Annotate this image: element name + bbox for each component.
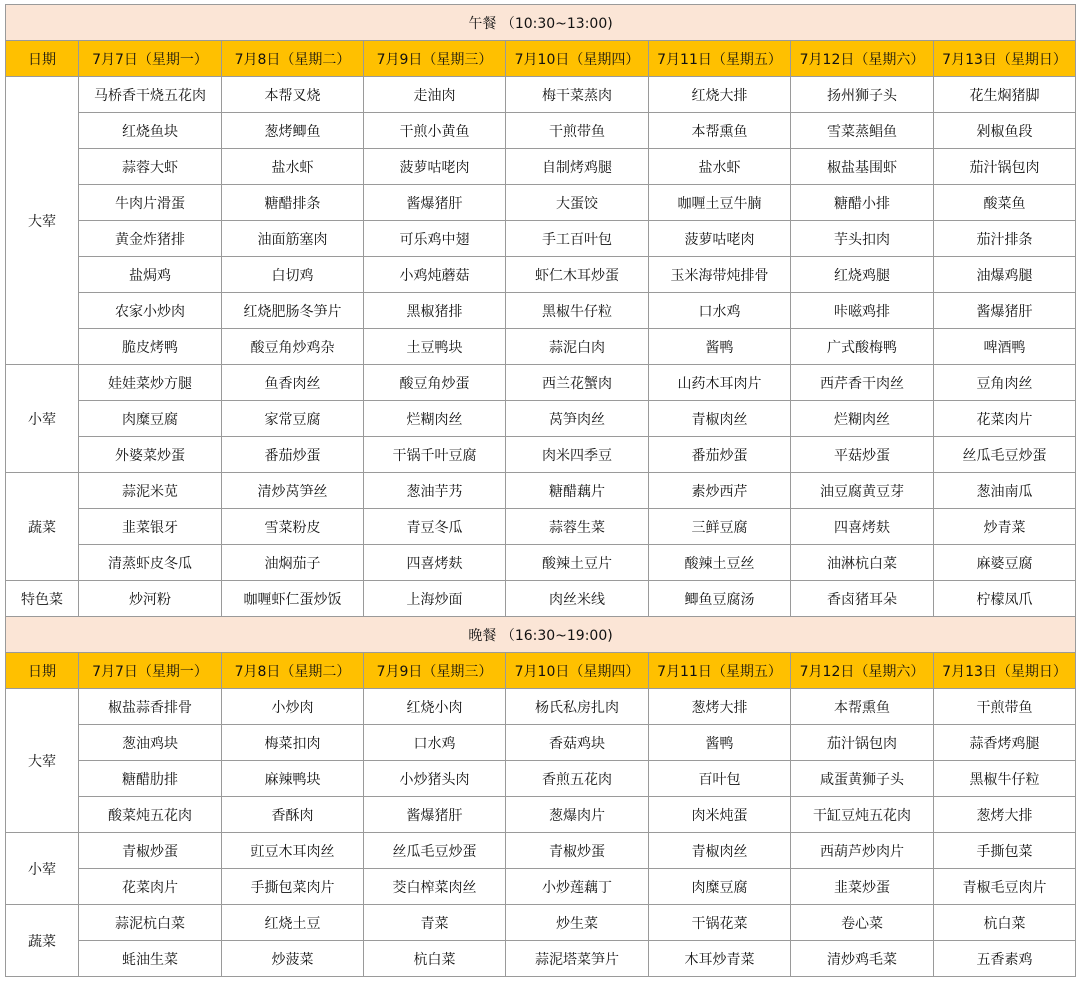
dish-cell: 山药木耳肉片 bbox=[649, 365, 791, 401]
dish-cell: 本帮熏鱼 bbox=[649, 113, 791, 149]
dish-cell: 杨氏私房扎肉 bbox=[506, 689, 649, 725]
dish-cell: 西芹香干肉丝 bbox=[791, 365, 934, 401]
dish-cell: 豆角肉丝 bbox=[934, 365, 1076, 401]
lunch-title: 午餐 （10:30~13:00) bbox=[6, 5, 1076, 41]
dish-cell: 炒河粉 bbox=[79, 581, 222, 617]
dish-cell: 酸豆角炒蛋 bbox=[364, 365, 506, 401]
table-row bbox=[6, 329, 1076, 365]
dish-cell: 香煎五花肉 bbox=[506, 761, 649, 797]
table-row bbox=[6, 401, 1076, 437]
dish-cell: 卷心菜 bbox=[791, 905, 934, 941]
dish-cell: 酸辣土豆片 bbox=[506, 545, 649, 581]
dish-cell: 红烧大排 bbox=[649, 77, 791, 113]
dish-cell: 番茄炒蛋 bbox=[222, 437, 364, 473]
dish-cell: 葱烤大排 bbox=[649, 689, 791, 725]
dish-cell: 小炒肉 bbox=[222, 689, 364, 725]
dish-cell: 小炒猪头肉 bbox=[364, 761, 506, 797]
date-header-cell: 7月7日（星期一） bbox=[79, 41, 222, 77]
dish-cell: 干锅千叶豆腐 bbox=[364, 437, 506, 473]
dish-cell: 青椒炒蛋 bbox=[506, 833, 649, 869]
dish-cell: 葱油鸡块 bbox=[79, 725, 222, 761]
dish-cell: 三鲜豆腐 bbox=[649, 509, 791, 545]
dish-cell: 木耳炒青菜 bbox=[649, 941, 791, 977]
table-row bbox=[6, 797, 1076, 833]
dish-cell: 走油肉 bbox=[364, 77, 506, 113]
category-cell: 小荤 bbox=[6, 365, 79, 473]
dish-cell: 咖喱土豆牛腩 bbox=[649, 185, 791, 221]
dish-cell: 本帮叉烧 bbox=[222, 77, 364, 113]
dish-cell: 可乐鸡中翅 bbox=[364, 221, 506, 257]
dish-cell: 糖醋小排 bbox=[791, 185, 934, 221]
table-row bbox=[6, 725, 1076, 761]
dish-cell: 酱鸭 bbox=[649, 725, 791, 761]
dish-cell: 玉米海带炖排骨 bbox=[649, 257, 791, 293]
date-header-cell: 7月12日（星期六） bbox=[791, 41, 934, 77]
dinner-section-row bbox=[6, 617, 1076, 653]
dish-cell: 炒青菜 bbox=[934, 509, 1076, 545]
dish-cell: 黑椒猪排 bbox=[364, 293, 506, 329]
dish-cell: 红烧小肉 bbox=[364, 689, 506, 725]
dish-cell: 雪菜蒸鲳鱼 bbox=[791, 113, 934, 149]
dish-cell: 肉米炖蛋 bbox=[649, 797, 791, 833]
dish-cell: 花菜肉片 bbox=[934, 401, 1076, 437]
date-label-cell: 日期 bbox=[6, 41, 79, 77]
dish-cell: 娃娃菜炒方腿 bbox=[79, 365, 222, 401]
dish-cell: 蒜蓉生菜 bbox=[506, 509, 649, 545]
dish-cell: 梅菜扣肉 bbox=[222, 725, 364, 761]
dish-cell: 酸辣土豆丝 bbox=[649, 545, 791, 581]
date-header-cell: 7月8日（星期二） bbox=[222, 41, 364, 77]
table-row bbox=[6, 545, 1076, 581]
dish-cell: 糖醋排条 bbox=[222, 185, 364, 221]
dish-cell: 茄汁锅包肉 bbox=[791, 725, 934, 761]
table-row bbox=[6, 869, 1076, 905]
dish-cell: 外婆菜炒蛋 bbox=[79, 437, 222, 473]
date-header-cell: 7月7日（星期一） bbox=[79, 653, 222, 689]
date-header-cell: 7月10日（星期四） bbox=[506, 41, 649, 77]
dish-cell: 盐水虾 bbox=[222, 149, 364, 185]
date-label-cell: 日期 bbox=[6, 653, 79, 689]
dish-cell: 西兰花蟹肉 bbox=[506, 365, 649, 401]
dish-cell: 青椒毛豆肉片 bbox=[934, 869, 1076, 905]
dish-cell: 肉糜豆腐 bbox=[79, 401, 222, 437]
lunch-date-header-row bbox=[6, 41, 1076, 77]
dish-cell: 油面筋塞肉 bbox=[222, 221, 364, 257]
dish-cell: 酱鸭 bbox=[649, 329, 791, 365]
dish-cell: 白切鸡 bbox=[222, 257, 364, 293]
dish-cell: 本帮熏鱼 bbox=[791, 689, 934, 725]
dish-cell: 咔嗞鸡排 bbox=[791, 293, 934, 329]
table-row bbox=[6, 221, 1076, 257]
dish-cell: 香卤猪耳朵 bbox=[791, 581, 934, 617]
dish-cell: 椒盐蒜香排骨 bbox=[79, 689, 222, 725]
table-row bbox=[6, 257, 1076, 293]
table-row bbox=[6, 185, 1076, 221]
dish-cell: 麻婆豆腐 bbox=[934, 545, 1076, 581]
dish-cell: 干煎带鱼 bbox=[506, 113, 649, 149]
dish-cell: 油豆腐黄豆芽 bbox=[791, 473, 934, 509]
dish-cell: 油爆鸡腿 bbox=[934, 257, 1076, 293]
dish-cell: 百叶包 bbox=[649, 761, 791, 797]
dish-cell: 干锅花菜 bbox=[649, 905, 791, 941]
category-cell: 蔬菜 bbox=[6, 473, 79, 581]
dish-cell: 青椒肉丝 bbox=[649, 401, 791, 437]
dish-cell: 糖醋藕片 bbox=[506, 473, 649, 509]
table-row bbox=[6, 437, 1076, 473]
date-header-cell: 7月9日（星期三） bbox=[364, 41, 506, 77]
table-row bbox=[6, 149, 1076, 185]
category-cell: 蔬菜 bbox=[6, 905, 79, 977]
dish-cell: 杭白菜 bbox=[934, 905, 1076, 941]
dish-cell: 花生焖猪脚 bbox=[934, 77, 1076, 113]
table-row bbox=[6, 509, 1076, 545]
dish-cell: 酱爆猪肝 bbox=[934, 293, 1076, 329]
dish-cell: 牛肉片滑蛋 bbox=[79, 185, 222, 221]
dish-cell: 蒜香烤鸡腿 bbox=[934, 725, 1076, 761]
dinner-date-header-row bbox=[6, 653, 1076, 689]
dish-cell: 椒盐基围虾 bbox=[791, 149, 934, 185]
dish-cell: 菠萝咕咾肉 bbox=[364, 149, 506, 185]
dish-cell: 平菇炒蛋 bbox=[791, 437, 934, 473]
dish-cell: 素炒西芹 bbox=[649, 473, 791, 509]
dish-cell: 韭菜炒蛋 bbox=[791, 869, 934, 905]
dish-cell: 葱爆肉片 bbox=[506, 797, 649, 833]
dish-cell: 鱼香肉丝 bbox=[222, 365, 364, 401]
dish-cell: 韭菜银牙 bbox=[79, 509, 222, 545]
category-cell: 特色菜 bbox=[6, 581, 79, 617]
dish-cell: 丝瓜毛豆炒蛋 bbox=[934, 437, 1076, 473]
category-cell: 大荤 bbox=[6, 77, 79, 365]
dish-cell: 蒜泥白肉 bbox=[506, 329, 649, 365]
dish-cell: 花菜肉片 bbox=[79, 869, 222, 905]
dish-cell: 小鸡炖蘑菇 bbox=[364, 257, 506, 293]
dish-cell: 口水鸡 bbox=[364, 725, 506, 761]
dish-cell: 黄金炸猪排 bbox=[79, 221, 222, 257]
dish-cell: 雪菜粉皮 bbox=[222, 509, 364, 545]
date-header-cell: 7月9日（星期三） bbox=[364, 653, 506, 689]
dish-cell: 葱烤鲫鱼 bbox=[222, 113, 364, 149]
dish-cell: 清炒莴笋丝 bbox=[222, 473, 364, 509]
dish-cell: 蒜泥杭白菜 bbox=[79, 905, 222, 941]
dish-cell: 四喜烤麸 bbox=[791, 509, 934, 545]
dish-cell: 麻辣鸭块 bbox=[222, 761, 364, 797]
dish-cell: 小炒莲藕丁 bbox=[506, 869, 649, 905]
dish-cell: 烂糊肉丝 bbox=[791, 401, 934, 437]
dish-cell: 清蒸虾皮冬瓜 bbox=[79, 545, 222, 581]
dish-cell: 葱油南瓜 bbox=[934, 473, 1076, 509]
dish-cell: 油焖茄子 bbox=[222, 545, 364, 581]
dish-cell: 莴笋肉丝 bbox=[506, 401, 649, 437]
dish-cell: 青椒肉丝 bbox=[649, 833, 791, 869]
dish-cell: 黑椒牛仔粒 bbox=[506, 293, 649, 329]
dish-cell: 红烧肥肠冬笋片 bbox=[222, 293, 364, 329]
dish-cell: 番茄炒蛋 bbox=[649, 437, 791, 473]
table-row bbox=[6, 689, 1076, 725]
dish-cell: 酱爆猪肝 bbox=[364, 185, 506, 221]
dish-cell: 青菜 bbox=[364, 905, 506, 941]
category-cell: 小荤 bbox=[6, 833, 79, 905]
dish-cell: 烂糊肉丝 bbox=[364, 401, 506, 437]
dish-cell: 盐水虾 bbox=[649, 149, 791, 185]
dish-cell: 茄汁锅包肉 bbox=[934, 149, 1076, 185]
table-row bbox=[6, 941, 1076, 977]
date-header-cell: 7月11日（星期五） bbox=[649, 653, 791, 689]
dish-cell: 炒生菜 bbox=[506, 905, 649, 941]
dish-cell: 手撕包菜肉片 bbox=[222, 869, 364, 905]
dish-cell: 红烧鸡腿 bbox=[791, 257, 934, 293]
dish-cell: 西葫芦炒肉片 bbox=[791, 833, 934, 869]
dish-cell: 青豆冬瓜 bbox=[364, 509, 506, 545]
dish-cell: 上海炒面 bbox=[364, 581, 506, 617]
dish-cell: 肉糜豆腐 bbox=[649, 869, 791, 905]
table-row bbox=[6, 113, 1076, 149]
dish-cell: 马桥香干烧五花肉 bbox=[79, 77, 222, 113]
dish-cell: 干煎带鱼 bbox=[934, 689, 1076, 725]
dish-cell: 干缸豆炖五花肉 bbox=[791, 797, 934, 833]
dish-cell: 葱烤大排 bbox=[934, 797, 1076, 833]
dish-cell: 虾仁木耳炒蛋 bbox=[506, 257, 649, 293]
dish-cell: 糖醋肋排 bbox=[79, 761, 222, 797]
dish-cell: 酸豆角炒鸡杂 bbox=[222, 329, 364, 365]
dish-cell: 咖喱虾仁蛋炒饭 bbox=[222, 581, 364, 617]
dish-cell: 青椒炒蛋 bbox=[79, 833, 222, 869]
category-cell: 大荤 bbox=[6, 689, 79, 833]
dish-cell: 杭白菜 bbox=[364, 941, 506, 977]
dish-cell: 五香素鸡 bbox=[934, 941, 1076, 977]
dish-cell: 自制烤鸡腿 bbox=[506, 149, 649, 185]
dish-cell: 咸蛋黄狮子头 bbox=[791, 761, 934, 797]
dish-cell: 蒜泥塔菜笋片 bbox=[506, 941, 649, 977]
table-row bbox=[6, 761, 1076, 797]
weekly-menu-table bbox=[5, 4, 1076, 977]
table-row bbox=[6, 293, 1076, 329]
date-header-cell: 7月13日（星期日） bbox=[934, 41, 1076, 77]
table-row bbox=[6, 365, 1076, 401]
dish-cell: 酸菜鱼 bbox=[934, 185, 1076, 221]
dish-cell: 香菇鸡块 bbox=[506, 725, 649, 761]
date-header-cell: 7月13日（星期日） bbox=[934, 653, 1076, 689]
dish-cell: 广式酸梅鸭 bbox=[791, 329, 934, 365]
lunch-section-row bbox=[6, 5, 1076, 41]
dish-cell: 茭白榨菜肉丝 bbox=[364, 869, 506, 905]
dish-cell: 啤酒鸭 bbox=[934, 329, 1076, 365]
dish-cell: 油淋杭白菜 bbox=[791, 545, 934, 581]
dish-cell: 芋头扣肉 bbox=[791, 221, 934, 257]
dish-cell: 丝瓜毛豆炒蛋 bbox=[364, 833, 506, 869]
dish-cell: 脆皮烤鸭 bbox=[79, 329, 222, 365]
date-header-cell: 7月8日（星期二） bbox=[222, 653, 364, 689]
dish-cell: 红烧鱼块 bbox=[79, 113, 222, 149]
dish-cell: 大蛋饺 bbox=[506, 185, 649, 221]
date-header-cell: 7月10日（星期四） bbox=[506, 653, 649, 689]
dish-cell: 剁椒鱼段 bbox=[934, 113, 1076, 149]
dish-cell: 手工百叶包 bbox=[506, 221, 649, 257]
dish-cell: 梅干菜蒸肉 bbox=[506, 77, 649, 113]
dish-cell: 炒菠菜 bbox=[222, 941, 364, 977]
table-row bbox=[6, 77, 1076, 113]
table-row bbox=[6, 581, 1076, 617]
dish-cell: 酱爆猪肝 bbox=[364, 797, 506, 833]
dish-cell: 黑椒牛仔粒 bbox=[934, 761, 1076, 797]
dish-cell: 盐焗鸡 bbox=[79, 257, 222, 293]
dish-cell: 干煎小黄鱼 bbox=[364, 113, 506, 149]
dish-cell: 土豆鸭块 bbox=[364, 329, 506, 365]
dinner-title: 晚餐 （16:30~19:00) bbox=[6, 617, 1076, 653]
date-header-cell: 7月11日（星期五） bbox=[649, 41, 791, 77]
dish-cell: 茄汁排条 bbox=[934, 221, 1076, 257]
dish-cell: 菠萝咕咾肉 bbox=[649, 221, 791, 257]
dish-cell: 酸菜炖五花肉 bbox=[79, 797, 222, 833]
date-header-cell: 7月12日（星期六） bbox=[791, 653, 934, 689]
table-row bbox=[6, 833, 1076, 869]
dish-cell: 手撕包菜 bbox=[934, 833, 1076, 869]
dish-cell: 鲫鱼豆腐汤 bbox=[649, 581, 791, 617]
dish-cell: 扬州狮子头 bbox=[791, 77, 934, 113]
dish-cell: 清炒鸡毛菜 bbox=[791, 941, 934, 977]
dish-cell: 豇豆木耳肉丝 bbox=[222, 833, 364, 869]
dish-cell: 农家小炒肉 bbox=[79, 293, 222, 329]
dish-cell: 口水鸡 bbox=[649, 293, 791, 329]
dish-cell: 四喜烤麸 bbox=[364, 545, 506, 581]
dish-cell: 肉米四季豆 bbox=[506, 437, 649, 473]
table-row bbox=[6, 473, 1076, 509]
dish-cell: 蒜泥米苋 bbox=[79, 473, 222, 509]
dish-cell: 蒜蓉大虾 bbox=[79, 149, 222, 185]
dish-cell: 红烧土豆 bbox=[222, 905, 364, 941]
dish-cell: 肉丝米线 bbox=[506, 581, 649, 617]
dish-cell: 葱油芋艿 bbox=[364, 473, 506, 509]
dish-cell: 柠檬凤爪 bbox=[934, 581, 1076, 617]
dish-cell: 香酥肉 bbox=[222, 797, 364, 833]
dish-cell: 家常豆腐 bbox=[222, 401, 364, 437]
table-row bbox=[6, 905, 1076, 941]
dish-cell: 蚝油生菜 bbox=[79, 941, 222, 977]
